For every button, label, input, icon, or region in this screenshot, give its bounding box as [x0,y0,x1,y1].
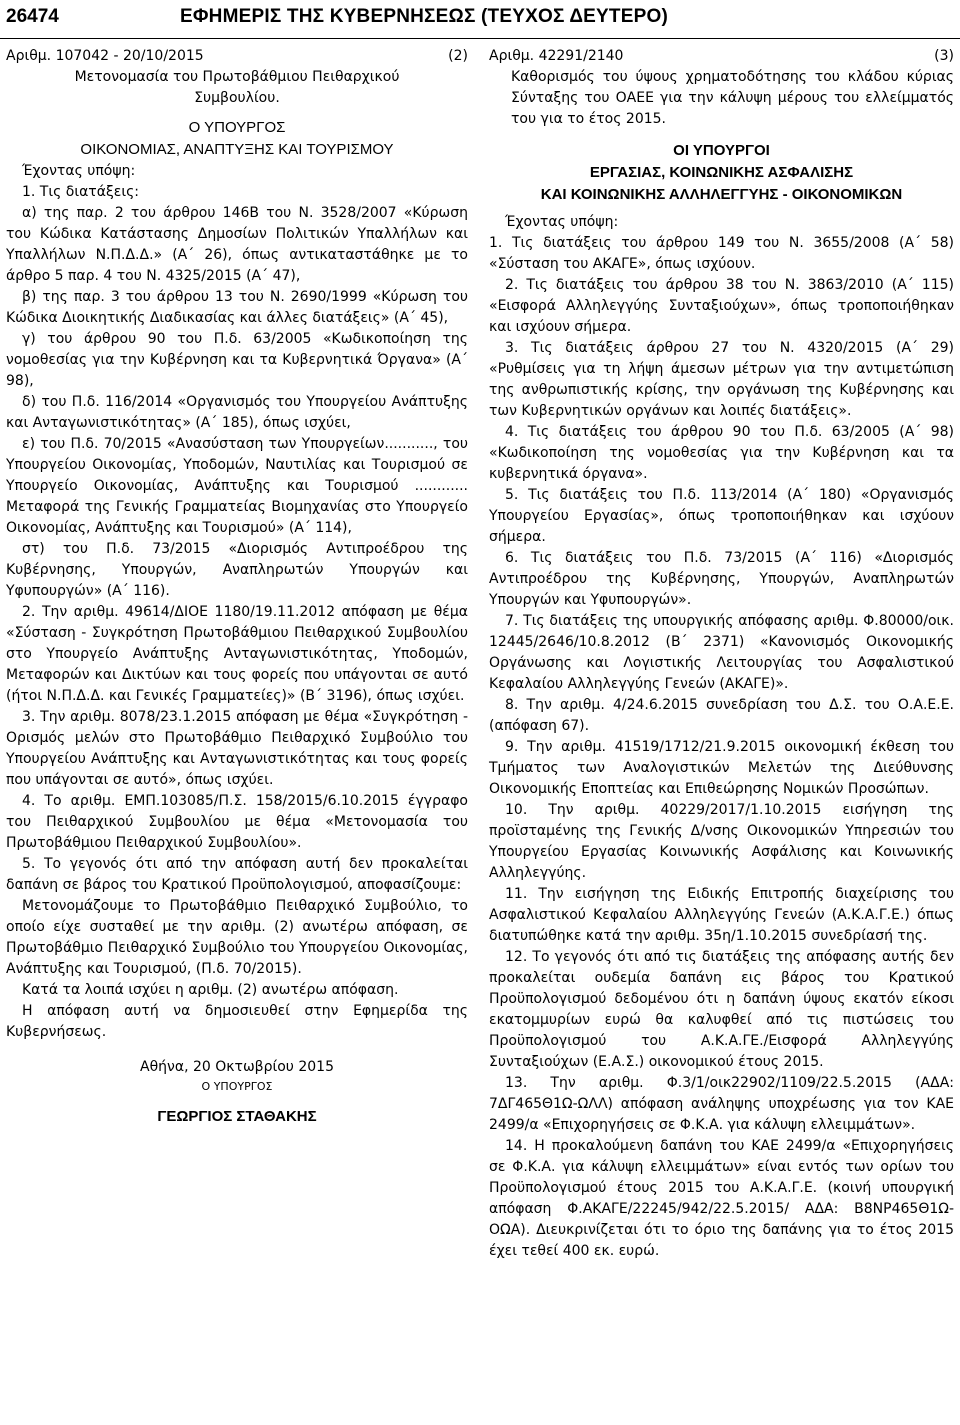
paragraph: 6. Τις διατάξεις του Π.δ. 73/2015 (Α΄ 116) «Διορισμός Αντιπροέδρου της Κυβέρνησης, Υπουργών, Αναπληρωτών Υπουργών και Υφυπουργών». [489,550,954,608]
paragraph: 5. Το γεγονός ότι από την απόφαση αυτή δεν προκαλείται δαπάνη σε βάρος του Κρατικού Προϋπολογισμού, αποφασίζουμε: [6,856,468,893]
authority-line-2: ΚΑΙ ΚΟΙΝΩΝΙΚΗΣ ΑΛΛΗΛΕΓΓΥΗΣ - ΟΙΚΟΝΟΜΙΚΩΝ [540,186,903,203]
signatory-title: Ο ΥΠΟΥΡΓΟΣ [201,1080,273,1093]
paragraph: Μετονομάζουμε το Πρωτοβάθμιο Πειθαρχικό Συμβούλιο, το οποίο είχε συσταθεί με την αριθμ. (2) ανωτέρω απόφαση, σε Πρωτοβάθμιο Πειθαρχικό Συμβούλιο του Υπουργείου Οικονομίας, Ανάπτυξης και Τουρισμού, (Π.δ. 70/2015). [6,898,468,977]
paragraph: ε) του Π.δ. 70/2015 «Ανασύσταση των Υπουργείων..........., του Υπουργείου Οικονομίας, Υποδομών, Ναυτιλίας και Τουρισμού σε Υπουργείο Οικονομίας, Ανάπτυξης και Τουρισμού ............ Μεταφορά της Γενικής Γραμματείας Βιομηχανίας στο Υπουργείο Οικονομίας, Ανάπτυξης και Τουρισμού» (Α΄ 114), [6,436,468,536]
paragraph: δ) του Π.δ. 116/2014 «Οργανισμός του Υπουργείου Ανάπτυξης και Ανταγωνιστικότητας» (Α΄ 185), όπως ισχύει, [6,394,468,431]
paragraph: 10. Την αριθμ. 40229/2017/1.10.2015 εισήγηση της προϊσταμένης της Γενικής Δ/νσης Οικονομικών Υπηρεσιών του Υπουργείου Εργασίας Κοινωνικής Ασφάλισης και Κοινωνικής Αλληλεγγύης. [489,802,954,881]
authority-ministry: ΟΙΚΟΝΟΜΙΑΣ, ΑΝΑΠΤΥΞΗΣ ΚΑΙ ΤΟΥΡΙΣΜΟΥ [80,141,394,158]
paragraph: 5. Τις διατάξεις του Π.δ. 113/2014 (Α΄ 180) «Οργανισμός Υπουργείου Εργασίας», όπως τροποποιήθηκαν και ισχύουν σήμερα. [489,487,954,545]
authority-title: ΟΙ ΥΠΟΥΡΓΟΙ [673,142,770,159]
paragraph: 4. Το αριθμ. ΕΜΠ.103085/Π.Σ. 158/2015/6.10.2015 έγγραφο του Πειθαρχικού Συμβουλίου με θέμα «Μετονομασία του Πρωτοβάθμιου Πειθαρχικού Συμβουλίου». [6,793,468,851]
paragraph: 7. Τις διατάξεις της υπουργικής απόφασης αριθμ. Φ.80000/οικ. 12445/2646/10.8.2012 (Β΄ 2371) «Κανονισμός Οικονομικής Οργάνωσης και Λογιστικής Λειτουργίας του Ασφαλιστικού Κεφαλαίου Αλληλεγγύης Γενεών (ΑΚΑΓΕ)». [489,613,954,692]
decision-number-row [6,46,468,67]
paragraph: Η απόφαση αυτή να δημοσιευθεί στην Εφημερίδα της Κυβερνήσεως. [6,1003,468,1040]
paragraph: 1. Τις διατάξεις: [22,184,139,200]
paragraph: Κατά τα λοιπά ισχύει η αριθμ. (2) ανωτέρω απόφαση. [22,982,399,998]
paragraph: 14. Η προκαλούμενη δαπάνη του ΚΑΕ 2499/α «Επιχορηγήσεις σε Φ.Κ.Α. για κάλυψη ελλειμμάτων» είναι εντός των ορίων του Προϋπολογισμού έτους 2015 του Α.Κ.Α.Γ.Ε. (κοινή υπουργική απόφαση Φ.ΑΚΑΓΕ/22245/942/22.5.2015/ ΑΔΑ: Β8ΝΡ465Θ1Ω-ΟΩΑ). Διευκρινίζεται ότι το όριο της δαπάνης για το έτος 2015 έχει τεθεί 400 εκ. ευρώ. [489,1138,954,1259]
decision-index: (3) [934,48,954,64]
paragraph: 2. Την αριθμ. 49614/ΔΙΟΕ 1180/19.11.2012 απόφαση με θέμα «Σύσταση - Συγκρότηση Πρωτοβάθμιου Πειθαρχικού Συμβουλίου στο Υπουργείο Ανάπτυξης Ανταγωνιστικότητας, Υποδομών, Μεταφορών και Δικτύων και τους φορείς που υπάγονται σε αυτό (ήτοι Ν.Π.Δ.Δ. και Γενικές Γραμματείες)» (Β΄ 3196), όπως ισχύει. [6,604,468,704]
signatory-name: ΓΕΩΡΓΙΟΣ ΣΤΑΘΑΚΗΣ [157,1108,317,1125]
place-date: Αθήνα, 20 Οκτωβρίου 2015 [140,1059,334,1075]
right-column [489,46,954,1262]
decision-subject: Καθορισμός του ύψους χρηματοδότησης του κλάδου κύριας Σύνταξης του ΟΑΕΕ για την κάλυψη μέρους του ελλείμματός του για το έτος 2015. [511,69,954,127]
paragraph: 4. Τις διατάξεις του άρθρου 90 του Π.δ. 63/2005 (Α΄ 98) «Κωδικοποίηση της νομοθεσίας για την Κυβέρνηση και τα κυβερνητικά όργανα». [489,424,954,482]
header-rule [0,38,960,39]
decision-index: (2) [448,48,468,64]
paragraph: 8. Την αριθμ. 4/24.6.2015 συνεδρίαση του Δ.Σ. του Ο.Α.Ε.Ε. (απόφαση 67). [489,697,954,734]
paragraph: 3. Τις διατάξεις άρθρου 27 του Ν. 4320/2015 (Α΄ 29) «Ρυθμίσεις για τη λήψη άμεσων μέτρων για την αντιμετώπιση της ανθρωπιστικής κρίσης, την οργάνωση της Κυβέρνησης και των Κυβερνητικών οργάνων και λοιπές διατάξεις». [489,340,954,419]
authority-line-1: ΕΡΓΑΣΙΑΣ, ΚΟΙΝΩΝΙΚΗΣ ΑΣΦΑΛΙΣΗΣ [589,164,854,181]
left-column [6,46,468,1127]
decision-number: Αριθμ. 107042 - 20/10/2015 [6,48,204,64]
decision-subject: Μετονομασία του Πρωτοβάθμιου Πειθαρχικού Συμβουλίου. [74,69,400,106]
paragraph: 12. Το γεγονός ότι από τις διατάξεις της απόφασης αυτής δεν προκαλείται ουδεμία δαπάνη εις βάρος του Κρατικού Προϋπολογισμού δεδομένου ότι η δαπάνη ύψους εκατόν είκοσι εκατομμυρίων ευρώ θα καλυφθεί από τις πιστώσεις του Προϋπολογισμού του Α.Κ.Α.ΓΕ./Εισφορά Αλληλεγγύης Συνταξιούχων (Ε.Α.Σ.) οικονομικού έτους 2015. [489,949,954,1070]
paragraph: 3. Την αριθμ. 8078/23.1.2015 απόφαση με θέμα «Συγκρότηση - Ορισμός μελών στο Πρωτοβάθμιο Πειθαρχικό Συμβούλιο του Υπουργείου Ανάπτυξης και Ανταγωνιστικότητας και τους φορείς που υπάγονται σε αυτό», όπως ισχύει. [6,709,468,788]
page-header [0,0,960,40]
paragraph: 11. Την εισήγηση της Ειδικής Επιτροπής διαχείρισης του Ασφαλιστικού Κεφαλαίου Αλληλεγγύης Γενεών (Α.Κ.Α.Γ.Ε.) όπως διατυπώθηκε κατά την αριθμ. 35η/1.10.2015 συνεδρίασή της. [489,886,954,944]
paragraph: α) της παρ. 2 του άρθρου 146Β του Ν. 3528/2007 «Κύρωση του Κώδικα Κατάστασης Δημοσίων Πολιτικών Υπαλλήλων και Υπαλλήλων Ν.Π.Δ.Δ.» (Α΄ 26), όπως αντικαταστάθηκε με το άρθρο 5 παρ. 4 του Ν. 4325/2015 (Α΄ 47), [6,205,468,284]
paragraph: Έχοντας υπόψη: [505,214,619,230]
paragraph: στ) του Π.δ. 73/2015 «Διορισμός Αντιπροέδρου της Κυβέρνησης, Υπουργών, Αναπληρωτών Υπουργών και Υφυπουργών» (Α΄ 116). [6,541,468,599]
paragraph: γ) του άρθρου 90 του Π.δ. 63/2005 «Κωδικοποίηση της νομοθεσίας για την Κυβέρνηση και τα Κυβερνητικά Όργανα» (Α΄ 98), [6,331,468,389]
page-number: 26474 [6,6,59,27]
decision-number-row [489,46,954,67]
paragraph: Έχοντας υπόψη: [22,163,136,179]
paragraph: 1. Τις διατάξεις του άρθρου 149 του Ν. 3655/2008 (Α΄ 58) «Σύσταση του ΑΚΑΓΕ», όπως ισχύουν. [489,235,954,272]
paragraph: 13. Την αριθμ. Φ.3/1/οικ22902/1109/22.5.2015 (ΑΔΑ: 7ΔΓ465Θ1Ω-ΩΛΛ) απόφαση ανάληψης υποχρέωσης για τον ΚΑΕ 2499/α «Επιχορηγήσεις σε Φ.Κ.Α. για κάλυψη ελλειμμάτων». [489,1075,954,1133]
authority-title: Ο ΥΠΟΥΡΓΟΣ [188,119,286,136]
paragraph: 9. Την αριθμ. 41519/1712/21.9.2015 οικονομική έκθεση του Τμήματος των Αναλογιστικών Μελετών της Διεύθυνσης Οικονομικής Εποπτείας και Επιθεώρησης Νομικών Προσώπων. [489,739,954,797]
gazette-title: ΕΦΗΜΕΡΙΣ ΤΗΣ ΚΥΒΕΡΝΗΣΕΩΣ (ΤΕΥΧΟΣ ΔΕΥΤΕΡΟ) [180,6,668,27]
decision-number: Αριθμ. 42291/2140 [489,48,624,64]
paragraph: β) της παρ. 3 του άρθρου 13 του Ν. 2690/1999 «Κύρωση του Κώδικα Διοικητικής Διαδικασίας και άλλες διατάξεις» (Α΄ 45), [6,289,468,326]
paragraph: 2. Τις διατάξεις του άρθρου 38 του Ν. 3863/2010 (Α΄ 115) «Εισφορά Αλληλεγγύης Συνταξιούχων», όπως τροποποιήθηκαν και ισχύουν σήμερα. [489,277,954,335]
